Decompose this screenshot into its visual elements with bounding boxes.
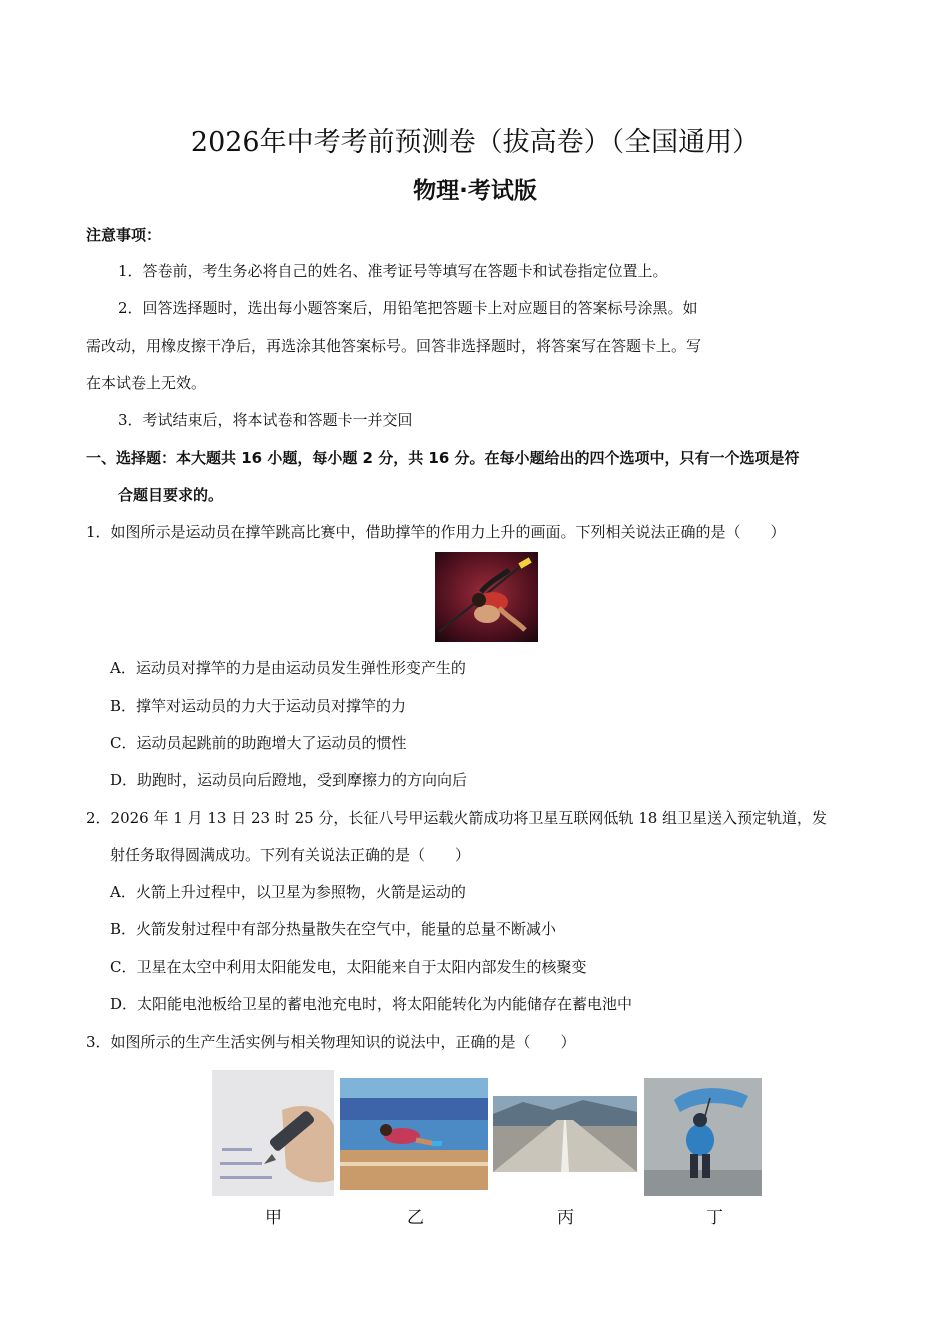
- notice-item-2-line-2: 需改动，用橡皮擦干净后，再选涂其他答案标号。回答非选择题时，将答案写在答题卡上。写: [86, 337, 702, 355]
- long-jump-photo: [340, 1078, 488, 1190]
- pole-vault-photo: [435, 552, 538, 642]
- section-heading-line-1: 一、选择题：本大题共 16 小题，每小题 2 分，共 16 分。在每小题给出的四个选项中，只有一个选项是符: [86, 449, 800, 467]
- dam-photo: [493, 1096, 637, 1172]
- page-title: 2026年中考考前预测卷（拔高卷）（全国通用）: [190, 127, 760, 158]
- question-2-option-a: A．火箭上升过程中，以卫星为参照物，火箭是运动的: [110, 883, 466, 901]
- umbrella-wind-photo: [644, 1078, 762, 1196]
- question-2-option-b: B．火箭发射过程中有部分热量散失在空气中，能量的总量不断减小: [110, 920, 557, 938]
- pencil-writing-photo: [212, 1070, 334, 1196]
- notice-heading: 注意事项：: [86, 226, 162, 244]
- caption-ding: 丁: [706, 1208, 723, 1228]
- question-2-stem-line-1: 2．2026 年 1 月 13 日 23 时 25 分，长征八号甲运载火箭成功将卫星互联网低轨 18 组卫星送入预定轨道，发: [86, 809, 828, 827]
- question-1-option-c: C．运动员起跳前的助跑增大了运动员的惯性: [110, 734, 407, 752]
- caption-yi: 乙: [407, 1208, 424, 1228]
- question-3-stem: 3．如图所示的生产生活实例与相关物理知识的说法中，正确的是（ ）: [86, 1033, 576, 1051]
- notice-item-2-line-1: 2．回答选择题时，选出每小题答案后，用铅笔把答题卡上对应题目的答案标号涂黑。如: [118, 299, 698, 317]
- notice-item-3: 3．考试结束后，将本试卷和答题卡一并交回: [118, 411, 413, 429]
- question-2-option-d: D．太阳能电池板给卫星的蓄电池充电时，将太阳能转化为内能储存在蓄电池中: [110, 995, 633, 1013]
- question-1-option-d: D．助跑时，运动员向后蹬地，受到摩擦力的方向向后: [110, 771, 468, 789]
- caption-bing: 丙: [557, 1208, 574, 1228]
- section-heading-line-2: 合题目要求的。: [118, 486, 224, 504]
- question-2-stem-line-2: 射任务取得圆满成功。下列有关说法正确的是（ ）: [110, 846, 471, 864]
- question-1-stem: 1．如图所示是运动员在撑竿跳高比赛中，借助撑竿的作用力上升的画面。下列相关说法正确的是（ ）: [86, 523, 786, 541]
- question-1-option-a: A．运动员对撑竿的力是由运动员发生弹性形变产生的: [110, 659, 466, 677]
- notice-item-2-line-3: 在本试卷上无效。: [86, 374, 207, 392]
- question-1-option-b: B．撑竿对运动员的力大于运动员对撑竿的力: [110, 697, 407, 715]
- page-subtitle: 物理·考试版: [413, 178, 537, 204]
- caption-jia: 甲: [265, 1208, 282, 1228]
- notice-item-1: 1．答卷前，考生务必将自己的姓名、准考证号等填写在答题卡和试卷指定位置上。: [118, 262, 668, 280]
- question-2-option-c: C．卫星在太空中利用太阳能发电，太阳能来自于太阳内部发生的核聚变: [110, 958, 587, 976]
